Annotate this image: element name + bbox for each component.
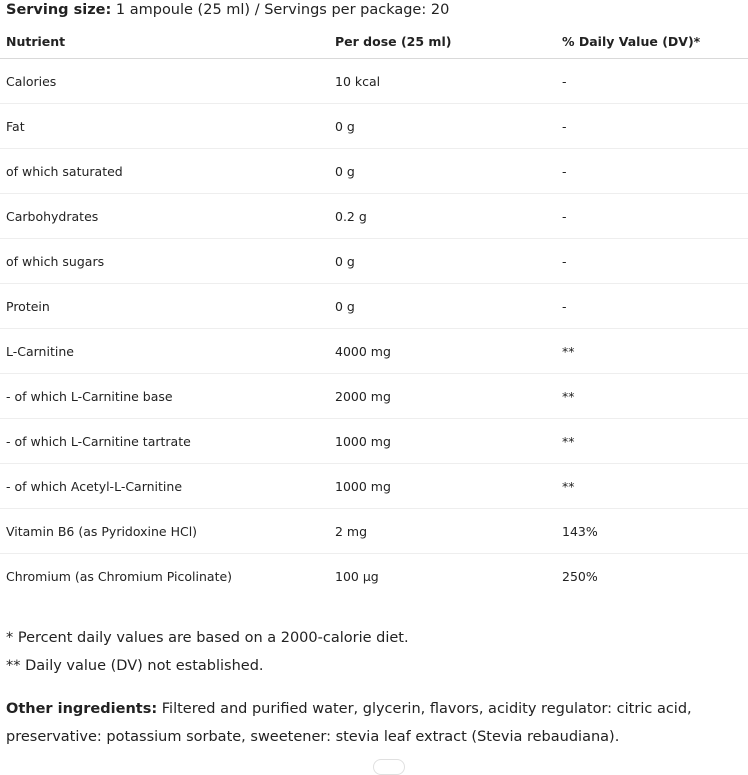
nutrition-table xyxy=(0,25,748,598)
nutrient-amount: 0 g xyxy=(329,149,556,194)
serving-size-value: 1 ampoule (25 ml) / Servings per package: 20 xyxy=(111,2,450,18)
table-row xyxy=(0,329,748,374)
nutrient-dv: - xyxy=(556,149,748,194)
nutrient-dv: - xyxy=(556,284,748,329)
nutrient-name: of which sugars xyxy=(0,239,329,284)
nutrient-name: Calories xyxy=(0,59,329,104)
nutrient-amount: 0 g xyxy=(329,104,556,149)
dv-not-established-footnote: ** Daily value (DV) not established. xyxy=(6,658,264,674)
table-row xyxy=(0,104,748,149)
other-ingredients xyxy=(6,695,746,751)
nutrient-dv: - xyxy=(556,59,748,104)
nutrient-name: Fat xyxy=(0,104,329,149)
other-ingredients-text: Filtered and purified water, glycerin, flavors, acidity regulator: citric acid, preservative: potassium sorbate, sweetener: stevia leaf extract (Stevia rebaudiana). xyxy=(6,701,692,745)
table-row xyxy=(0,284,748,329)
nutrient-dv: ** xyxy=(556,374,748,419)
serving-size-line xyxy=(6,0,449,20)
nutrient-name: - of which L-Carnitine tartrate xyxy=(0,419,329,464)
nutrient-name: Vitamin B6 (as Pyridoxine HCl) xyxy=(0,509,329,554)
nutrient-name: of which saturated xyxy=(0,149,329,194)
nutrient-amount: 0 g xyxy=(329,284,556,329)
nutrient-name: - of which L-Carnitine base xyxy=(0,374,329,419)
table-row xyxy=(0,239,748,284)
table-header-row xyxy=(0,25,748,59)
serving-size-label: Serving size: xyxy=(6,2,112,18)
nutrient-amount: 1000 mg xyxy=(329,464,556,509)
nutrient-name: - of which Acetyl-L-Carnitine xyxy=(0,464,329,509)
nutrient-amount: 100 µg xyxy=(335,568,379,584)
nutrient-dv: ** xyxy=(556,419,748,464)
scroll-indicator[interactable] xyxy=(373,759,405,775)
nutrient-name: Protein xyxy=(0,284,329,329)
nutrient-amount: 4000 mg xyxy=(329,329,556,374)
table-row xyxy=(0,374,748,419)
table-row xyxy=(0,464,748,509)
nutrient-name: L-Carnitine xyxy=(0,329,329,374)
other-ingredients-label: Other ingredients: xyxy=(6,701,158,717)
nutrient-amount: 0.2 g xyxy=(329,194,556,239)
table-row xyxy=(0,554,748,599)
nutrient-amount: 0 g xyxy=(329,239,556,284)
nutrient-dv: - xyxy=(556,194,748,239)
table-row xyxy=(0,509,748,554)
nutrient-dv: - xyxy=(556,239,748,284)
nutrient-amount: 2000 mg xyxy=(329,374,556,419)
nutrient-dv: - xyxy=(556,104,748,149)
nutrient-dv: 250% xyxy=(562,568,598,584)
table-row xyxy=(0,59,748,104)
header-per-dose: Per dose (25 ml) xyxy=(329,25,556,59)
header-daily-value: % Daily Value (DV)* xyxy=(556,25,748,59)
nutrient-amount: 1000 mg xyxy=(329,419,556,464)
nutrient-dv: ** xyxy=(556,329,748,374)
table-row xyxy=(0,194,748,239)
nutrient-dv: 143% xyxy=(556,509,748,554)
nutrient-amount: 10 kcal xyxy=(329,59,556,104)
nutrient-name: Carbohydrates xyxy=(0,194,329,239)
nutrient-dv: ** xyxy=(556,464,748,509)
nutrient-name: Chromium (as Chromium Picolinate) xyxy=(6,568,233,584)
nutrient-amount: 2 mg xyxy=(329,509,556,554)
footnotes xyxy=(6,624,409,680)
header-nutrient: Nutrient xyxy=(0,25,329,59)
table-row xyxy=(0,149,748,194)
table-row xyxy=(0,419,748,464)
percent-daily-footnote: * Percent daily values are based on a 2000-calorie diet. xyxy=(6,630,409,646)
